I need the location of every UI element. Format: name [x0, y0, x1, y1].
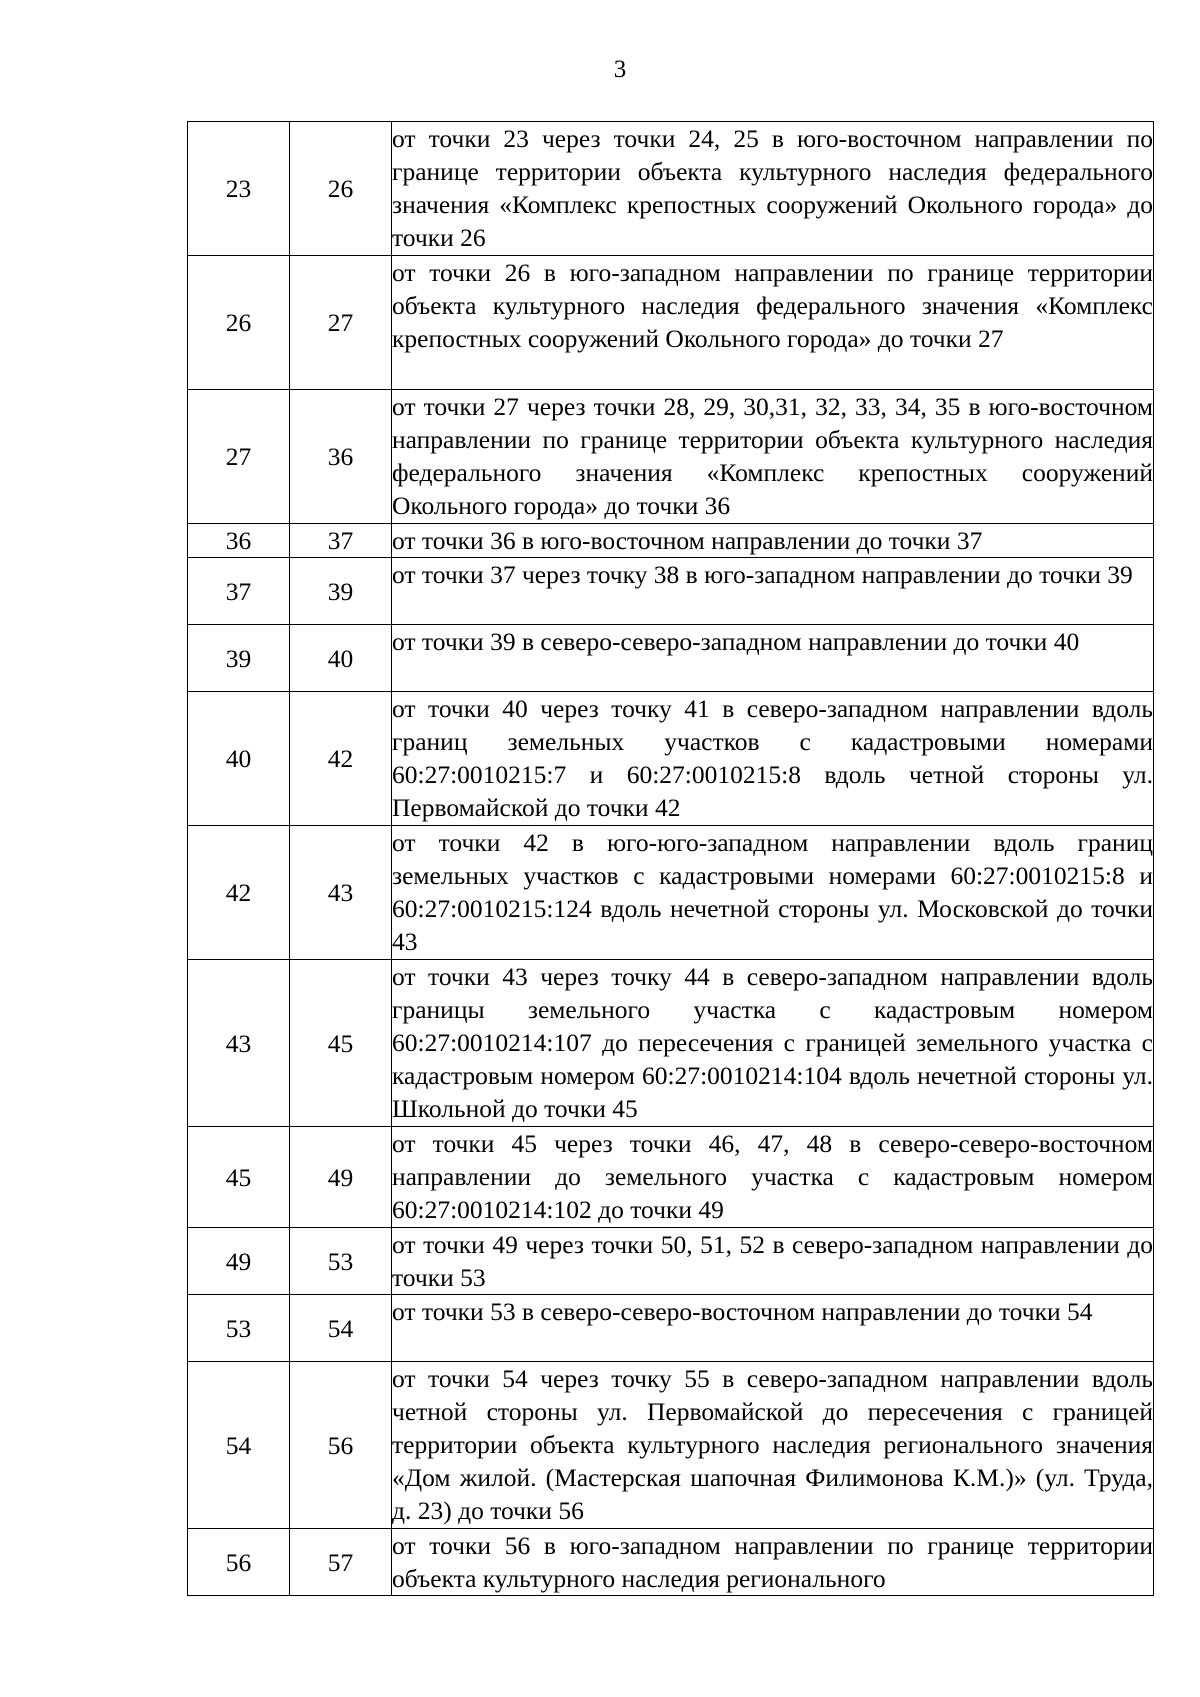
table-row: [188, 524, 1154, 558]
route-description-cell: от точки 23 через точки 24, 25 в юго-восточном направлении по границе территории объекта культурного наследия федерального значения «Комплекс крепостных сооружений Окольного города» до точки 26: [392, 122, 1154, 256]
from-point-cell: 23: [188, 122, 290, 256]
table-row: [188, 1362, 1154, 1529]
table-row: [188, 1228, 1154, 1295]
table-row: [188, 1295, 1154, 1362]
route-description-cell: от точки 56 в юго-западном направлении по границе территории объекта культурного наследия регионального: [392, 1529, 1154, 1596]
route-description-cell: от точки 43 через точку 44 в северо-западном направлении вдоль границы земельного участка с кадастровым номером 60:27:0010214:107 до пересечения с границей земельного участка с кадастровым номером 60:27:0010214:104 вдоль нечетной стороны ул. Школьной до точки 45: [392, 960, 1154, 1127]
to-point-cell: 36: [290, 390, 392, 524]
route-description-cell: от точки 37 через точку 38 в юго-западном направлении до точки 39: [392, 558, 1154, 625]
from-point-cell: 36: [188, 524, 290, 558]
to-point-cell: 49: [290, 1127, 392, 1228]
from-point-cell: 53: [188, 1295, 290, 1362]
from-point-cell: 42: [188, 826, 290, 960]
to-point-cell: 45: [290, 960, 392, 1127]
to-point-cell: 26: [290, 122, 392, 256]
table-row: [188, 390, 1154, 524]
from-point-cell: 39: [188, 625, 290, 692]
table-row: [188, 256, 1154, 390]
table-row: [188, 692, 1154, 826]
table-row: [188, 122, 1154, 256]
route-description-cell: от точки 39 в северо-северо-западном направлении до точки 40: [392, 625, 1154, 692]
to-point-cell: 39: [290, 558, 392, 625]
to-point-cell: 37: [290, 524, 392, 558]
table-row: [188, 1127, 1154, 1228]
route-description-cell: от точки 26 в юго-западном направлении по границе территории объекта культурного наследия федерального значения «Комплекс крепостных сооружений Окольного города» до точки 27: [392, 256, 1154, 390]
to-point-cell: 54: [290, 1295, 392, 1362]
table-row: [188, 960, 1154, 1127]
to-point-cell: 57: [290, 1529, 392, 1596]
route-description-cell: от точки 42 в юго-юго-западном направлении вдоль границ земельных участков с кадастровыми номерами 60:27:0010215:8 и 60:27:0010215:124 вдоль нечетной стороны ул. Московской до точки 43: [392, 826, 1154, 960]
table-row: [188, 1529, 1154, 1596]
from-point-cell: 26: [188, 256, 290, 390]
from-point-cell: 40: [188, 692, 290, 826]
to-point-cell: 40: [290, 625, 392, 692]
to-point-cell: 56: [290, 1362, 392, 1529]
table-row: [188, 558, 1154, 625]
boundary-description-table: [187, 121, 1154, 1596]
to-point-cell: 42: [290, 692, 392, 826]
route-description-cell: от точки 36 в юго-восточном направлении до точки 37: [392, 524, 1154, 558]
route-description-cell: от точки 53 в северо-северо-восточном направлении до точки 54: [392, 1295, 1154, 1362]
to-point-cell: 53: [290, 1228, 392, 1295]
route-description-cell: от точки 40 через точку 41 в северо-западном направлении вдоль границ земельных участков с кадастровыми номерами 60:27:0010215:7 и 60:27:0010215:8 вдоль четной стороны ул. Первомайской до точки 42: [392, 692, 1154, 826]
route-description-cell: от точки 54 через точку 55 в северо-западном направлении вдоль четной стороны ул. Первомайской до пересечения с границей территории объекта культурного наследия регионального значения «Дом жилой. (Мастерская шапочная Филимонова К.М.)» (ул. Труда, д. 23) до точки 56: [392, 1362, 1154, 1529]
route-description-cell: от точки 49 через точки 50, 51, 52 в северо-западном направлении до точки 53: [392, 1228, 1154, 1295]
from-point-cell: 37: [188, 558, 290, 625]
from-point-cell: 27: [188, 390, 290, 524]
to-point-cell: 43: [290, 826, 392, 960]
table-row: [188, 826, 1154, 960]
from-point-cell: 49: [188, 1228, 290, 1295]
from-point-cell: 56: [188, 1529, 290, 1596]
table-row: [188, 625, 1154, 692]
to-point-cell: 27: [290, 256, 392, 390]
from-point-cell: 54: [188, 1362, 290, 1529]
page-number: 3: [613, 56, 627, 83]
from-point-cell: 45: [188, 1127, 290, 1228]
route-description-cell: от точки 45 через точки 46, 47, 48 в северо-северо-восточном направлении до земельного участка с кадастровым номером 60:27:0010214:102 до точки 49: [392, 1127, 1154, 1228]
route-description-cell: от точки 27 через точки 28, 29, 30,31, 32, 33, 34, 35 в юго-восточном направлении по границе территории объекта культурного наследия федерального значения «Комплекс крепостных сооружений Окольного города» до точки 36: [392, 390, 1154, 524]
from-point-cell: 43: [188, 960, 290, 1127]
